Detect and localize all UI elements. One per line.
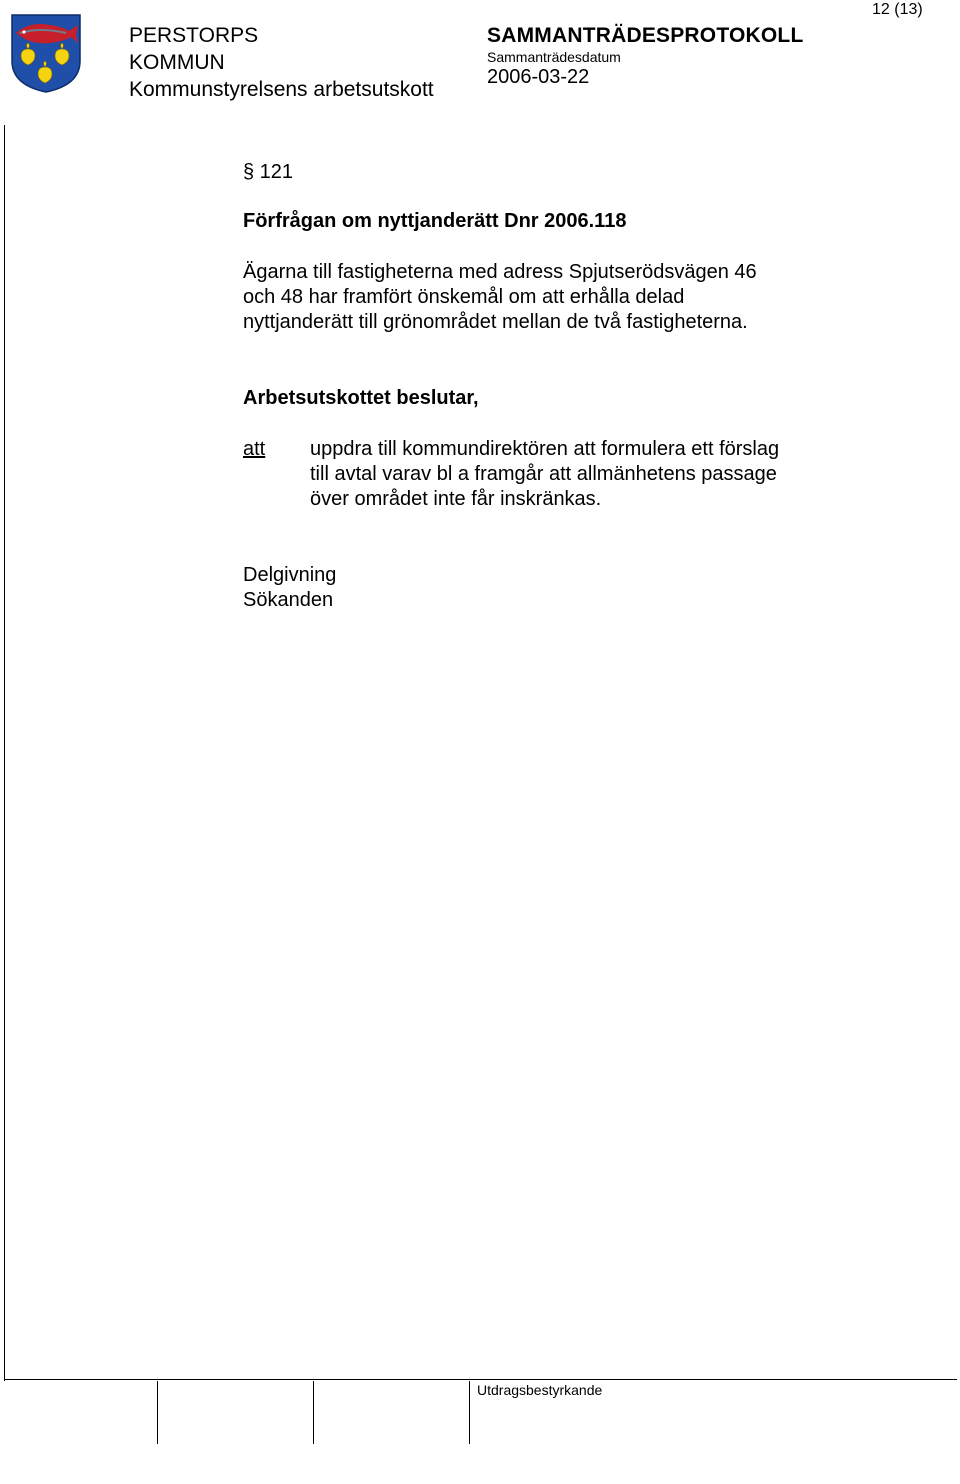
organization-name [129,22,434,103]
delivery-block [243,563,336,613]
decision-prefix: att [243,438,266,460]
description-line: Ägarna till fastigheterna med adress Spjutserödsvägen 46 [243,261,757,283]
left-margin-rule [4,125,5,1381]
coat-of-arms-logo [10,13,82,93]
decision-line: över området inte får inskränkas. [310,488,602,510]
meeting-date: 2006-03-22 [487,66,590,88]
delivery-recipient: Sökanden [243,589,334,611]
decision-heading: Arbetsutskottet beslutar, [243,387,479,409]
org-line-1: PERSTORPS [129,24,259,47]
decision-line: till avtal varav bl a framgår att allmänhetens passage [310,463,777,485]
matter-title: Förfrågan om nyttjanderätt Dnr 2006.118 [243,210,627,232]
meeting-date-label: Sammanträdesdatum [487,49,621,65]
decision-line: uppdra till kommundirektören att formulera ett förslag [310,438,780,460]
document-type: SAMMANTRÄDESPROTOKOLL [487,24,804,47]
decision-text [310,437,870,512]
description-line: nyttjanderätt till grönområdet mellan de två fastigheterna. [243,311,748,333]
signature-box-divider [157,1381,158,1444]
page-number: 12 (13) [872,1,923,18]
matter-description [243,260,843,335]
org-line-3: Kommunstyrelsens arbetsutskott [129,78,434,101]
certification-label: Utdragsbestyrkande [477,1382,603,1398]
signature-box-divider [313,1381,314,1444]
section-number: § 121 [243,161,294,183]
org-line-2: KOMMUN [129,51,225,74]
description-line: och 48 har framfört önskemål om att erhålla delad [243,286,685,308]
delivery-heading: Delgivning [243,564,337,586]
footer-rule [4,1379,957,1380]
signature-box-divider [469,1381,470,1444]
